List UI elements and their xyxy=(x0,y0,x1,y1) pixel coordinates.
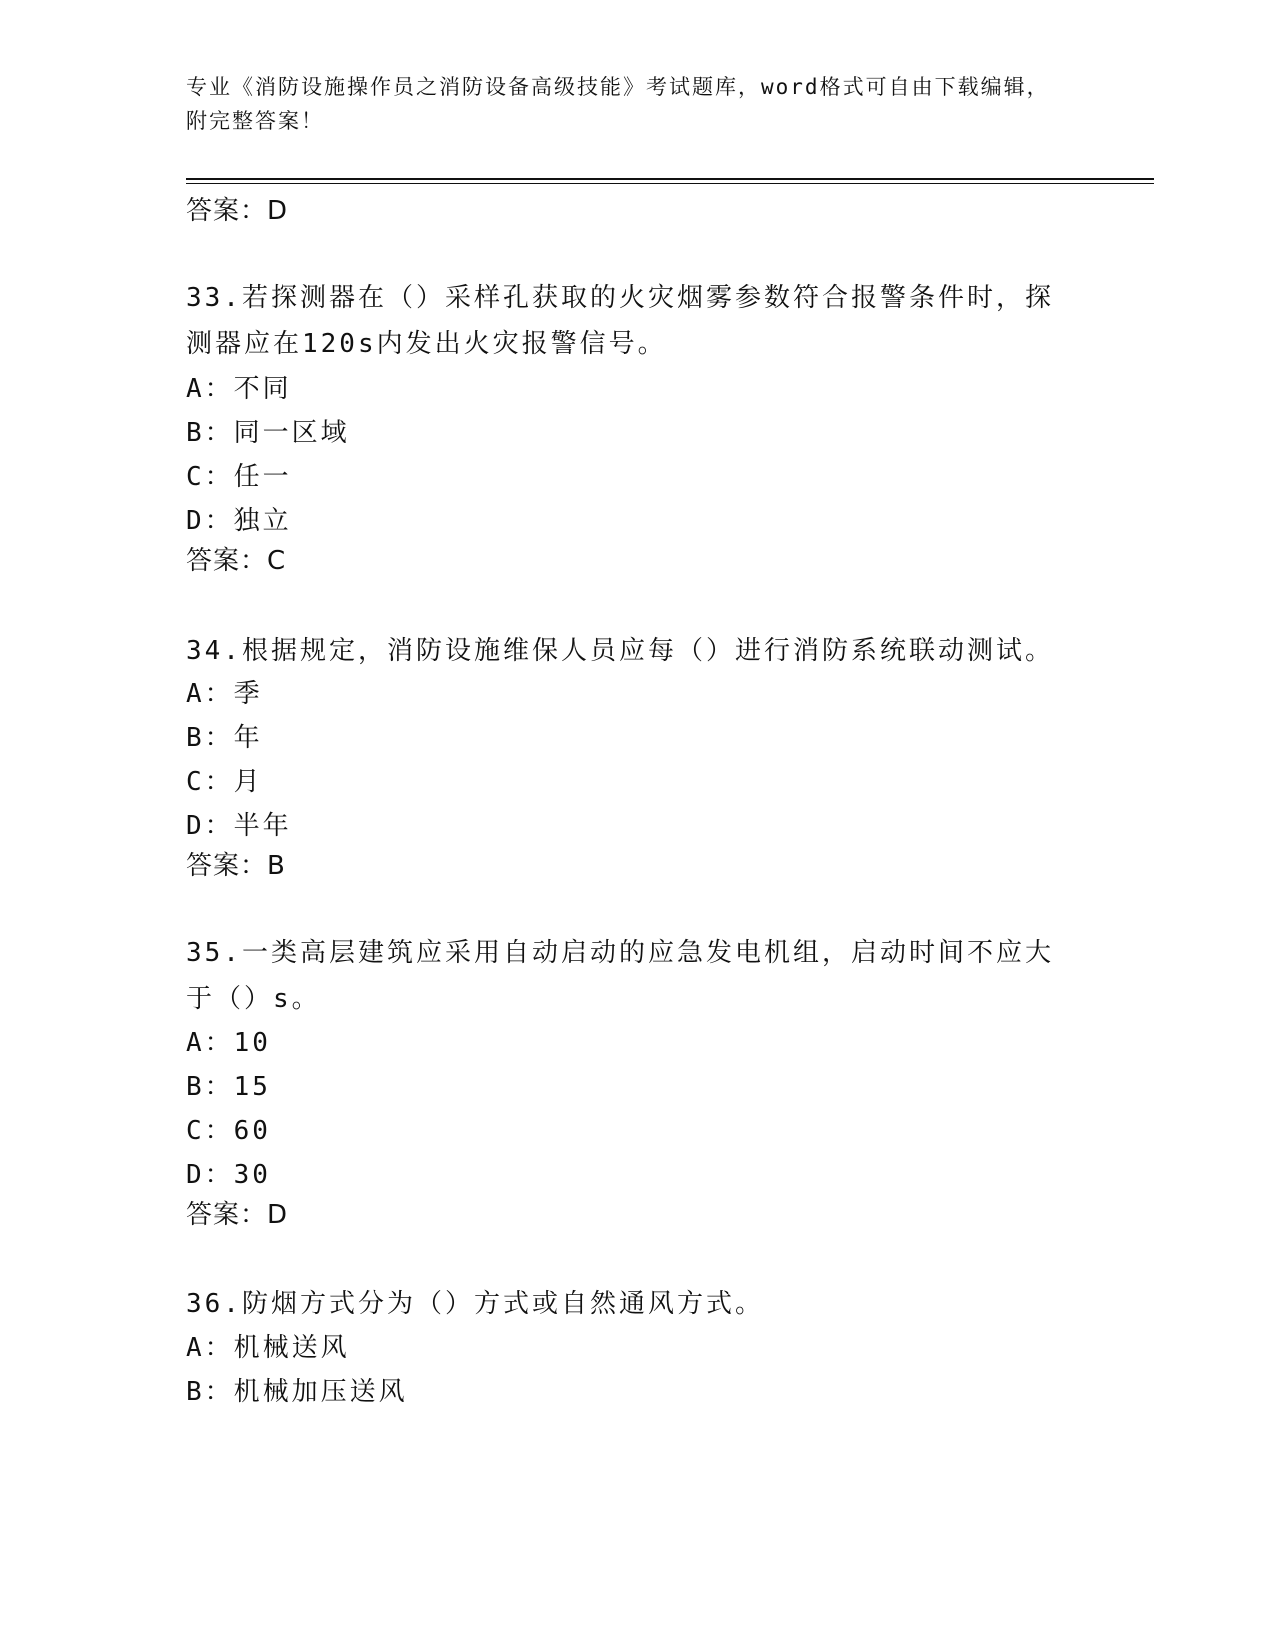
question-36-option-b: B：机械加压送风 xyxy=(186,1377,408,1407)
document-intro: 专业《消防设施操作员之消防设备高级技能》考试题库，word格式可自由下载编辑，附完整答案！ xyxy=(186,75,1050,133)
question-34-option-a: A：季 xyxy=(186,679,263,709)
question-33-answer: 答案：C xyxy=(186,546,287,576)
question-34-option-c: C：月 xyxy=(186,767,263,797)
question-33-option-d: D：独立 xyxy=(186,506,292,536)
question-35-option-d: D：30 xyxy=(186,1160,271,1190)
question-34-stem: 34.根据规定，消防设施维保人员应每（）进行消防系统联动测试。 xyxy=(186,636,1054,666)
header-divider xyxy=(186,178,1154,180)
question-34-answer: 答案：B xyxy=(186,851,286,881)
question-33-option-a: A：不同 xyxy=(186,374,292,404)
question-36-option-a: A：机械送风 xyxy=(186,1333,350,1363)
question-33-option-c: C：任一 xyxy=(186,462,292,492)
question-35-option-b: B：15 xyxy=(186,1072,271,1102)
question-34-option-b: B：年 xyxy=(186,723,263,753)
question-35-option-a: A：10 xyxy=(186,1028,271,1058)
question-35-stem: 35.一类高层建筑应采用自动启动的应急发电机组，启动时间不应大于（）s。 xyxy=(186,938,1054,1014)
question-35-answer: 答案：D xyxy=(186,1200,289,1230)
answer-prev: 答案：D xyxy=(186,196,289,226)
question-34-option-d: D：半年 xyxy=(186,811,292,841)
header-divider-thin xyxy=(186,183,1154,184)
question-35-option-c: C：60 xyxy=(186,1116,271,1146)
question-33-stem: 33.若探测器在（）采样孔获取的火灾烟雾参数符合报警条件时，探测器应在120s内发出火灾报警信号。 xyxy=(186,283,1054,359)
question-33-option-b: B：同一区域 xyxy=(186,418,350,448)
question-36-stem: 36.防烟方式分为（）方式或自然通风方式。 xyxy=(186,1289,764,1319)
